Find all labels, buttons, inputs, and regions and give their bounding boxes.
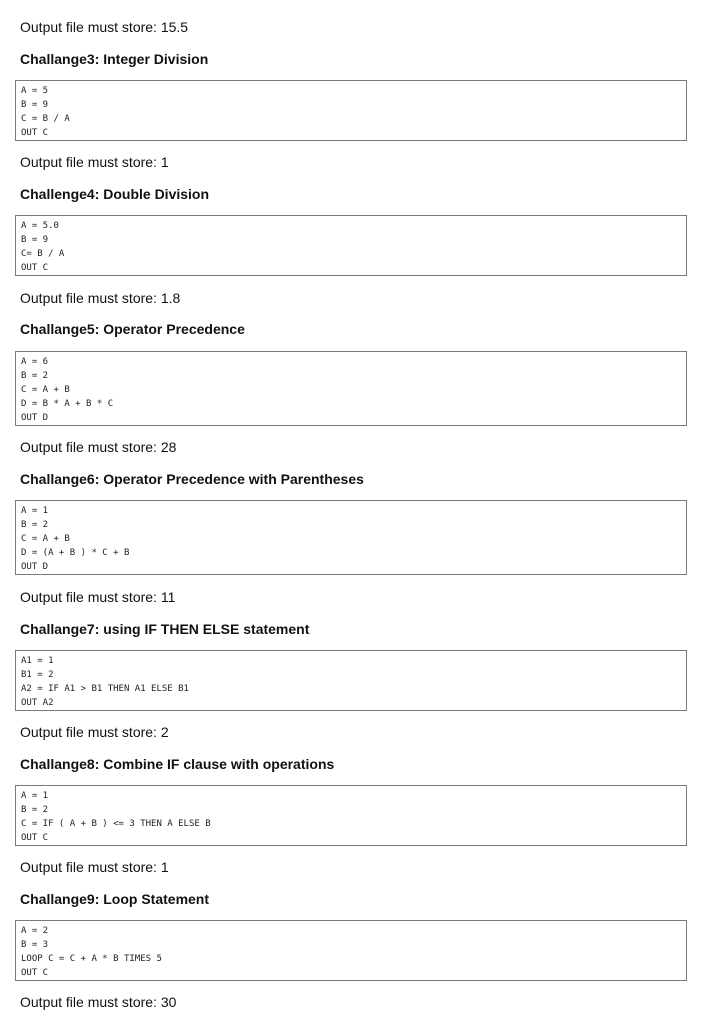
code-line: D = B * A + B * C xyxy=(21,399,114,409)
challenge-9-output: Output file must store: 30 xyxy=(20,994,177,1010)
code-line: B = 2 xyxy=(21,805,49,815)
challenge-5-title: Challange5: Operator Precedence xyxy=(20,321,245,337)
challenge-8-title: Challange8: Combine IF clause with operations xyxy=(20,756,335,772)
challenge-3-code-box xyxy=(15,80,687,141)
challenge-9-title: Challange9: Loop Statement xyxy=(20,891,210,907)
challenge-7-output: Output file must store: 2 xyxy=(20,724,169,740)
challenge-7-code-box xyxy=(15,650,687,711)
code-line: C = B / A xyxy=(21,114,70,124)
code-line: C = A + B xyxy=(21,534,70,544)
challenge-9-code-box xyxy=(15,920,687,981)
code-line: B = 3 xyxy=(21,940,49,950)
code-line: C = IF ( A + B ) <= 3 THEN A ELSE B xyxy=(21,819,211,829)
code-line: A = 1 xyxy=(21,506,49,516)
challenge-6-output: Output file must store: 11 xyxy=(20,589,176,605)
challenge-8-output: Output file must store: 1 xyxy=(20,859,169,875)
code-line: OUT C xyxy=(21,833,49,843)
challenge-4-output: Output file must store: 1.8 xyxy=(20,290,181,306)
challenge-4-title: Challenge4: Double Division xyxy=(20,186,210,202)
challenge-7-title: Challange7: using IF THEN ELSE statement xyxy=(20,621,310,637)
code-line: OUT C xyxy=(21,128,49,138)
code-line: A1 = 1 xyxy=(21,656,54,666)
challenge-4-code-box xyxy=(15,215,687,276)
code-line: OUT C xyxy=(21,263,49,273)
code-line: C= B / A xyxy=(21,249,65,259)
code-line: OUT D xyxy=(21,562,49,572)
intro-output-text: Output file must store: 15.5 xyxy=(20,19,189,35)
code-line: LOOP C = C + A * B TIMES 5 xyxy=(21,954,162,964)
code-line: A = 1 xyxy=(21,791,49,801)
challenge-5-code-box xyxy=(15,351,687,426)
challenge-6-title: Challange6: Operator Precedence with Parentheses xyxy=(20,471,364,487)
code-line: C = A + B xyxy=(21,385,70,395)
challenge-3-output: Output file must store: 1 xyxy=(20,154,169,170)
code-line: A2 = IF A1 > B1 THEN A1 ELSE B1 xyxy=(21,684,189,694)
code-line: B1 = 2 xyxy=(21,670,54,680)
code-line: A = 5 xyxy=(21,86,49,96)
challenge-6-code-box xyxy=(15,500,687,575)
challenge-3-title: Challange3: Integer Division xyxy=(20,51,209,67)
code-line: A = 5.0 xyxy=(21,221,59,231)
challenge-5-output: Output file must store: 28 xyxy=(20,439,177,455)
code-line: A = 6 xyxy=(21,357,49,367)
code-line: OUT D xyxy=(21,413,49,423)
code-line: B = 9 xyxy=(21,235,49,245)
code-line: OUT C xyxy=(21,968,49,978)
challenge-8-code-box xyxy=(15,785,687,846)
code-line: OUT A2 xyxy=(21,698,54,708)
code-line: B = 2 xyxy=(21,520,49,530)
code-line: B = 2 xyxy=(21,371,49,381)
code-line: A = 2 xyxy=(21,926,49,936)
code-line: D = (A + B ) * C + B xyxy=(21,548,130,558)
code-line: B = 9 xyxy=(21,100,49,110)
